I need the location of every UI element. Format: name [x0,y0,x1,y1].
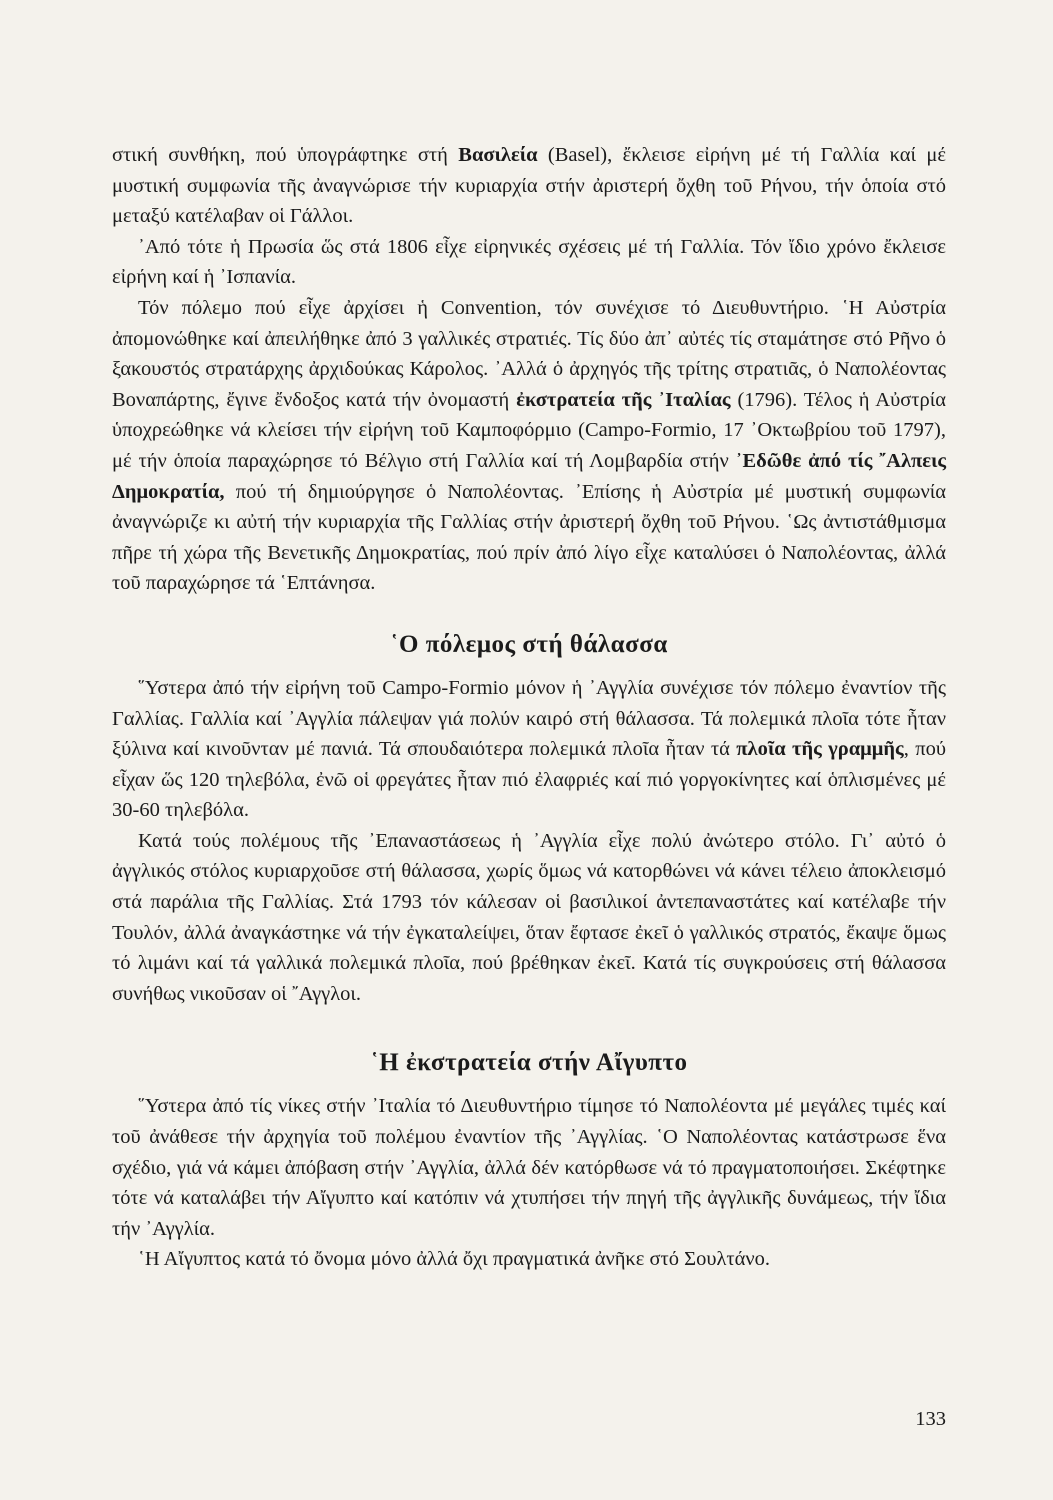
paragraph: ῾Η Αἴγυπτος κατά τό ὄνομα μόνο ἀλλά ὄχι πραγματικά ἀνῆκε στό Σουλτάνο. [138,1248,771,1271]
bold-term: ἐκστρατεία τῆς ᾿Ιταλίας [516,388,731,411]
section-heading: ῾Ο πόλεμος στή θάλασσα [390,630,668,658]
paragraph: ᾿Από τότε ἡ Πρωσία ὥς στά 1806 εἶχε εἰρηνικές σχέσεις μέ τή Γαλλία. Τόν ἴδιο χρόνο ἔκλεισε εἰρήνη καί ἡ ᾿Ισπανία. [112,235,946,289]
section-heading: ῾Η ἐκστρατεία στήν Αἴγυπτο [370,1049,688,1077]
bold-term: ᾿Εδῶθε ἀπό τίς ῎Αλπεις Δημοκρατία, [112,449,947,503]
page-number: 133 [915,1408,946,1430]
bold-term: Βασιλεία [458,144,538,166]
paragraph: Τόν πόλεμο πού εἶχε ἀρχίσει ἡ Convention, τόν συνέχισε τό Διευθυντήριο. ῾Η Αὐστρία ἀπομονώθηκε καί ἀπειλήθηκε ἀπό 3 γαλλικές στρατιές. Τίς δύο ἀπ᾿ αὐτές τίς σταμάτησε στό Ρῆνο ὁ ξακουστός στρατάρχης ἀρχιδούκας Κάρολος. ᾿Αλλά ὁ ἀρχηγός τῆς τρίτης στρατιᾶς, ὁ Ναπολέοντας Βοναπάρτης, ἔγινε ἔνδοξος κατά τήν ὀνομαστή ἐκστρατεία τῆς ᾿Ιταλίας (1796). Τέλος ἡ Αὐστρία ὑποχρεώθηκε νά κλείσει τήν εἰρήνη τοῦ Καμποφόρμιο (Campo-Formio, 17 ᾿Οκτωβρίου τοῦ 1797), μέ τήν ὁποία παραχώρησε τό Βέλγιο στή Γαλλία καί τή Λομβαρδία στήν ᾿Εδῶθε ἀπό τίς ῎Αλπεις Δημοκρατία, πού τή δημιούργησε ὁ Ναπολέοντας. ᾿Επίσης ἡ Αὐστρία μέ μυστική συμφωνία ἀναγνώριζε κι αὐτή τήν κυριαρχία τῆς Γαλλίας στήν ἀριστερή ὄχθη τοῦ Ρήνου. ῾Ως ἀντιστάθμισμα πῆρε τή χώρα τῆς Βενετικῆς Δημοκρατίας, πού πρίν ἀπό λίγο εἶχε καταλύσει ὁ Ναπολέοντας, ἀλλά τοῦ παραχώρησε τά ῾Επτάνησα. [112,296,947,595]
paragraph: ῞Υστερα ἀπό τήν εἰρήνη τοῦ Campo-Formio μόνον ἡ ᾿Αγγλία συνέχισε τόν πόλεμο ἐναντίον τῆς Γαλλίας. Γαλλία καί ᾿Αγγλία πάλεψαν γιά πολύν καιρό στή θάλασσα. Τά πολεμικά πλοῖα τότε ἦταν ξύλινα καί κινοῦνταν μέ πανιά. Τά σπουδαιότερα πολεμικά πλοῖα ἦταν τά πλοῖα τῆς γραμμῆς, πού εἶχαν ὥς 120 τηλεβόλα, ἐνῶ οἱ φρεγάτες ἦταν πιό ἐλαφριές καί πιό γοργοκίνητες καί ὁπλισμένες μέ 30-60 τηλεβόλα. [112,676,946,822]
bold-term: πλοῖα τῆς γραμμῆς [736,738,904,761]
paragraph: ῞Υστερα ἀπό τίς νίκες στήν ᾿Ιταλία τό Διευθυντήριο τίμησε τό Ναπολέοντα μέ μεγάλες τιμές καί τοῦ ἀνάθεσε τήν ἀρχηγία τοῦ πολέμου ἐναντίον τῆς ᾿Αγγλίας. ῾Ο Ναπολέοντας κατάστρωσε ἕνα σχέδιο, γιά νά κάμει ἀπόβαση στήν ᾿Αγγλία, ἀλλά δέν κατόρθωσε νά τό πραγματοποιήσει. Σκέφτηκε τότε νά καταλάβει τήν Αἴγυπτο καί κατόπιν νά χτυπήσει τήν πηγή τῆς ἀγγλικῆς δυνάμεως, τήν ἴδια τήν ᾿Αγγλία. [112,1095,946,1240]
paragraph: Κατά τούς πολέμους τῆς ᾿Επαναστάσεως ἡ ᾿Αγγλία εἶχε πολύ ἀνώτερο στόλο. Γι᾿ αὐτό ὁ ἀγγλικός στόλος κυριαρχοῦσε στή θάλασσα, χωρίς ὅμως νά κατορθώνει νά κάνει τέλειο ἀποκλεισμό στά παράλια τῆς Γαλλίας. Στά 1793 τόν κάλεσαν οἱ βασιλικοί ἀντεπαναστάτες καί κατέλαβε τήν Τουλόν, ἀλλά ἀναγκάστηκε νά τήν ἐγκαταλείψει, ὅταν ἔφτασε ἐκεῖ ὁ γαλλικός στρατός, ἔκαψε ὅμως τό λιμάνι καί τά γαλλικά πολεμικά πλοῖα, πού βρέθηκαν ἐκεῖ. Κατά τίς συγκρούσεις στή θάλασσα συνήθως νικοῦσαν οἱ ῎Αγγλοι. [112,829,946,1005]
paragraph: στική συνθήκη, πού ὑπογράφτηκε στή Βασιλεία (Basel), ἔκλεισε εἰρήνη μέ τή Γαλλία καί μέ μυστική συμφωνία τῆς ἀναγνώρισε τήν κυριαρχία στήν ἀριστερή ὄχθη τοῦ Ρήνου, τήν ὁποία στό μεταξύ κατέλαβαν οἱ Γάλλοι. [112,144,947,228]
